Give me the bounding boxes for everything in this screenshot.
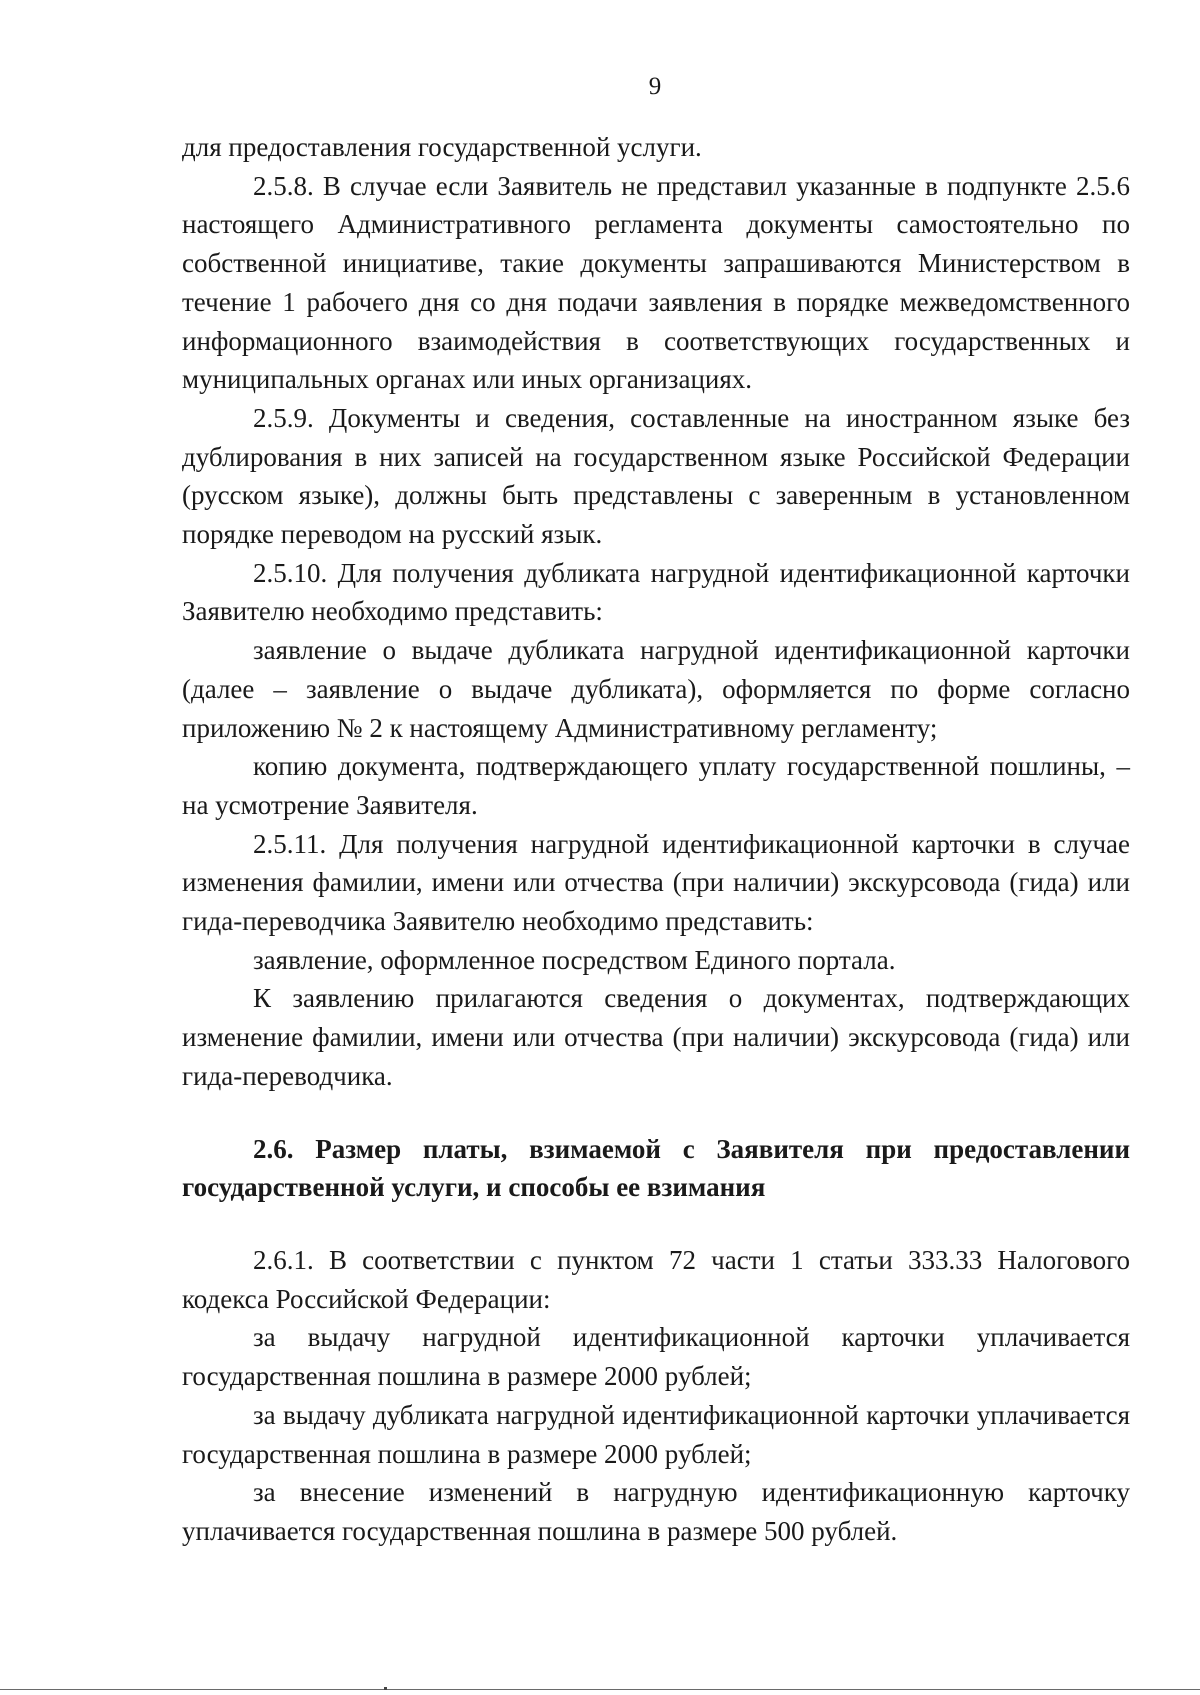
page-bottom-rule [0, 1689, 1200, 1690]
page-number: 9 [648, 73, 662, 100]
paragraph-fee-changes: за внесение изменений в нагрудную идентификационную карточку уплачивается государственная пошлина в размере 500 рублей. [182, 1477, 1130, 1546]
paragraph-continuation: для предоставления государственной услуги. [182, 132, 702, 162]
scan-mark [384, 1687, 387, 1690]
paragraph-2-5-9: 2.5.9. Документы и сведения, составленные на иностранном языке без дублирования в них записей на государственном языке Российской Федерации (русском языке), должны быть представлены с заверенным в установленном порядке переводом на русский язык. [182, 402, 1130, 550]
paragraph-2-5-11: 2.5.11. Для получения нагрудной идентификационной карточки в случае изменения фамилии, имени или отчества (при наличии) экскурсовода (гида) или гида-переводчика Заявителю необходимо представить: [182, 828, 1130, 937]
paragraph-attachments: К заявлению прилагаются сведения о документах, подтверждающих изменение фамилии, имени или отчества (при наличии) экскурсовода (гида) или гида-переводчика. [182, 983, 1130, 1091]
document-body [182, 128, 1130, 1551]
section-heading-2-6: 2.6. Размер платы, взимаемой с Заявителя при предоставлении государственной услуги, и способы ее взимания [182, 1133, 1130, 1203]
paragraph-fee-duplicate: за выдачу дубликата нагрудной идентификационной карточки уплачивается государственная пошлина в размере 2000 рублей; [182, 1399, 1130, 1469]
paragraph-2-5-8: 2.5.8. В случае если Заявитель не представил указанные в подпункте 2.5.6 настоящего Административного регламента документы самостоятельно по собственной инициативе, такие документы запрашиваются Министерством в течение 1 рабочего дня со дня подачи заявления в порядке межведомственного информационного взаимодействия в соответствующих государственных и муниципальных органах или иных организациях. [182, 170, 1130, 395]
paragraph-duty-copy: копию документа, подтверждающего уплату государственной пошлины, – на усмотрение Заявителя. [182, 751, 1130, 820]
paragraph-portal-application: заявление, оформленное посредством Единого портала. [253, 944, 896, 975]
paragraph-2-5-10: 2.5.10. Для получения дубликата нагрудной идентификационной карточки Заявителю необходимо представить: [182, 557, 1130, 627]
paragraph-duplicate-application: заявление о выдаче дубликата нагрудной идентификационной карточки (далее – заявление о выдаче дубликата), оформляется по форме согласно приложению № 2 к настоящему Административному регламенту; [182, 635, 1130, 743]
paragraph-2-6-1: 2.6.1. В соответствии с пунктом 72 части 1 статьи 333.33 Налогового кодекса Российской Федерации: [182, 1244, 1130, 1314]
paragraph-fee-issue: за выдачу нагрудной идентификационной карточки уплачивается государственная пошлина в размере 2000 рублей; [182, 1322, 1130, 1392]
